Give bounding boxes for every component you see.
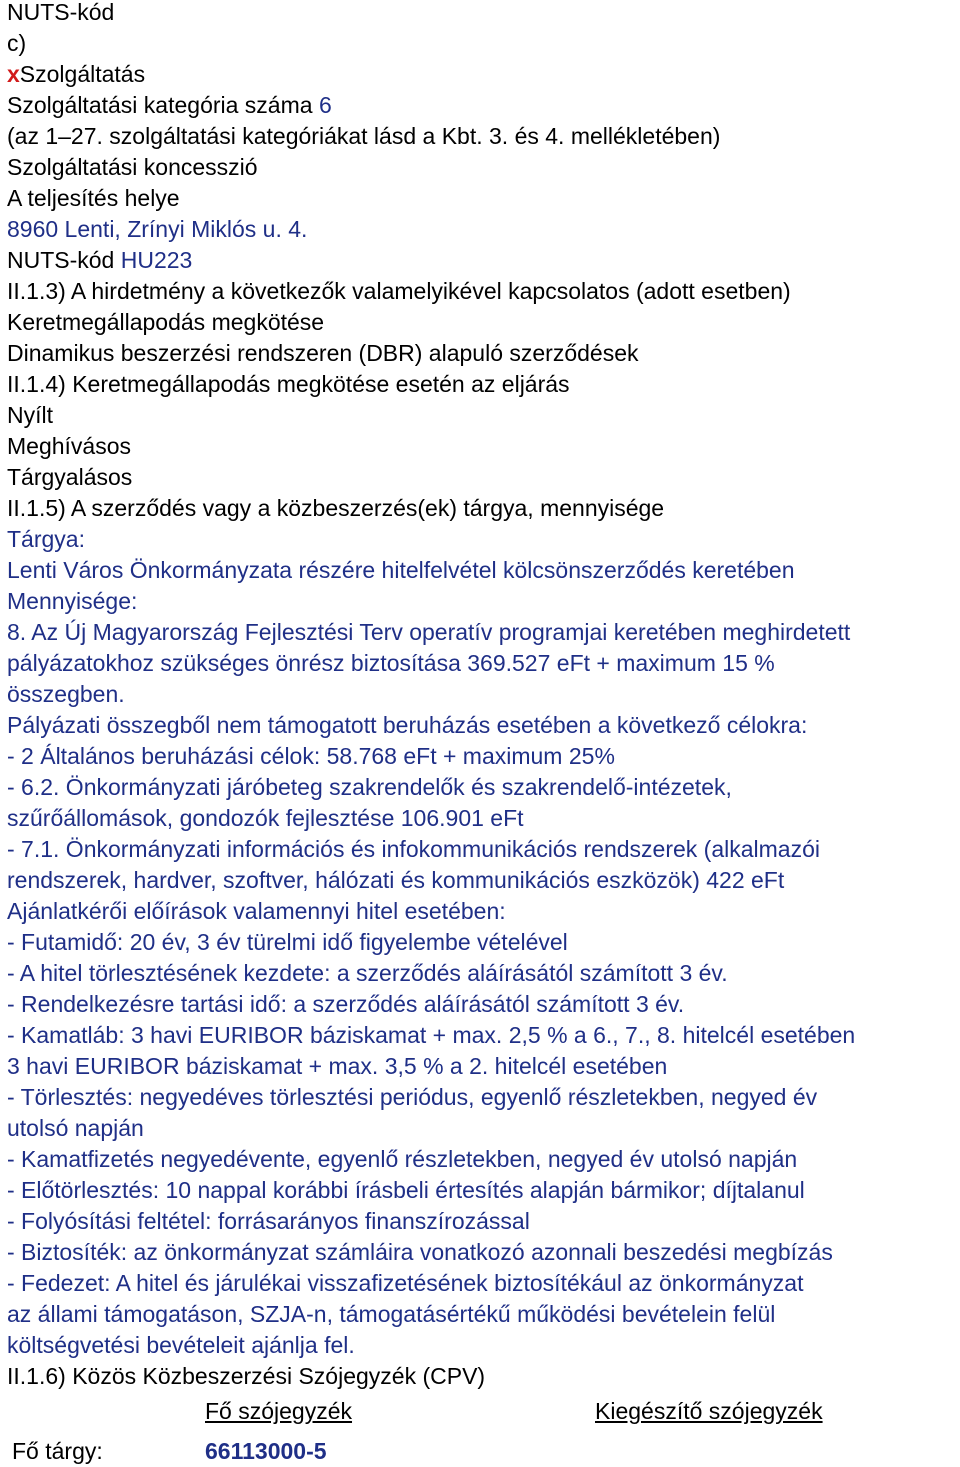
section-115-heading: II.1.5) A szerződés vagy a közbeszerzés(ek) tárgya, mennyisége [7, 495, 665, 521]
cpv-main-subject-label: Fő tárgy: [12, 1438, 103, 1464]
s115-line: pályázatokhoz szükséges önrész biztosítása 369.527 eFt + maximum 15 % [7, 650, 775, 676]
section-114-heading: II.1.4) Keretmegállapodás megkötése esetén az eljárás [7, 371, 570, 397]
s115-line: - Előtörlesztés: 10 nappal korábbi írásbeli értesítés alapján bármikor; díjtalanul [7, 1177, 805, 1203]
s114-option-negotiated: Tárgyalásos [7, 464, 133, 490]
item-c: c) [7, 30, 27, 56]
section-116-heading: II.1.6) Közös Közbeszerzési Szójegyzék (CPV) [7, 1363, 486, 1389]
category-note: (az 1–27. szolgáltatási kategóriákat lásd a Kbt. 3. és 4. mellékletében) [7, 123, 721, 149]
s115-line: Mennyisége: [7, 588, 138, 614]
cpv-supplementary-vocab-header: Kiegészítő szójegyzék [595, 1398, 823, 1424]
s115-line: Pályázati összegből nem támogatott beruházás esetében a következő célokra: [7, 712, 808, 738]
service-label: Szolgáltatás [19, 61, 146, 87]
cpv-main-vocab-header: Fő szójegyzék [205, 1398, 353, 1424]
category-value: 6 [318, 92, 332, 118]
s115-line: az állami támogatáson, SZJA-n, támogatásértékű működési bevételein felül [7, 1301, 776, 1327]
s115-line: Ajánlatkérői előírások valamennyi hitel esetében: [7, 898, 506, 924]
s115-line: 3 havi EURIBOR báziskamat + max. 3,5 % a 2. hitelcél esetében [7, 1053, 668, 1079]
service-concession: Szolgáltatási koncesszió [7, 154, 258, 180]
s115-line: - Biztosíték: az önkormányzat számláira vonatkozó azonnali beszedési megbízás [7, 1239, 833, 1265]
s115-line: 8. Az Új Magyarország Fejlesztési Terv operatív programjai keretében meghirdetett [7, 619, 851, 645]
s115-line: utolsó napján [7, 1115, 144, 1141]
s115-line: összegben. [7, 681, 125, 707]
s115-line: - 2 Általános beruházási célok: 58.768 eFt + maximum 25% [7, 743, 615, 769]
section-113-heading: II.1.3) A hirdetmény a következők valamelyikével kapcsolatos (adott esetben) [7, 278, 791, 304]
s113-option-dbr: Dinamikus beszerzési rendszeren (DBR) alapuló szerződések [7, 340, 639, 366]
s114-option-restricted: Meghívásos [7, 433, 132, 459]
s113-option-framework: Keretmegállapodás megkötése [7, 309, 325, 335]
s115-line: költségvetési bevételeit ajánlja fel. [7, 1332, 355, 1358]
cpv-main-subject-code: 66113000-5 [205, 1438, 327, 1464]
s115-line: Lenti Város Önkormányzata részére hitelfelvétel kölcsönszerződés keretében [7, 557, 795, 583]
check-mark-icon: x [7, 61, 20, 87]
nuts-value: HU223 [120, 247, 193, 273]
s115-line: - Törlesztés: negyedéves törlesztési periódus, egyenlő részletekben, negyed év [7, 1084, 818, 1110]
s115-line: rendszerek, hardver, szoftver, hálózati és kommunikációs eszközök) 422 eFt [7, 867, 785, 893]
s115-line: - Folyósítási feltétel: forrásarányos finanszírozással [7, 1208, 530, 1234]
category-line: Szolgáltatási kategória száma 6 [7, 92, 332, 118]
nuts-line: NUTS-kód HU223 [7, 247, 193, 273]
place-value: 8960 Lenti, Zrínyi Miklós u. 4. [7, 216, 308, 242]
s115-line: - Rendelkezésre tartási idő: a szerződés aláírásától számított 3 év. [7, 991, 685, 1017]
s114-option-open: Nyílt [7, 402, 53, 428]
nuts-label-top: NUTS-kód [7, 0, 115, 25]
s115-line: - Kamatláb: 3 havi EURIBOR báziskamat + max. 2,5 % a 6., 7., 8. hitelcél esetében [7, 1022, 856, 1048]
s115-line: - 6.2. Önkormányzati járóbeteg szakrendelők és szakrendelő-intézetek, [7, 774, 732, 800]
s115-line: - Kamatfizetés negyedévente, egyenlő részletekben, negyed év utolsó napján [7, 1146, 798, 1172]
s115-line: - Fedezet: A hitel és járulékai visszafizetésének biztosítékául az önkormányzat [7, 1270, 804, 1296]
s115-line: - 7.1. Önkormányzati információs és infokommunikációs rendszerek (alkalmazói [7, 836, 820, 862]
s115-line: - Futamidő: 20 év, 3 év türelmi idő figyelembe vételével [7, 929, 568, 955]
place-label: A teljesítés helye [7, 185, 180, 211]
s115-line: Tárgya: [7, 526, 85, 552]
service-option [7, 59, 145, 89]
s115-line: szűrőállomások, gondozók fejlesztése 106.901 eFt [7, 805, 524, 831]
s115-line: - A hitel törlesztésének kezdete: a szerződés aláírásától számított 3 év. [7, 960, 728, 986]
